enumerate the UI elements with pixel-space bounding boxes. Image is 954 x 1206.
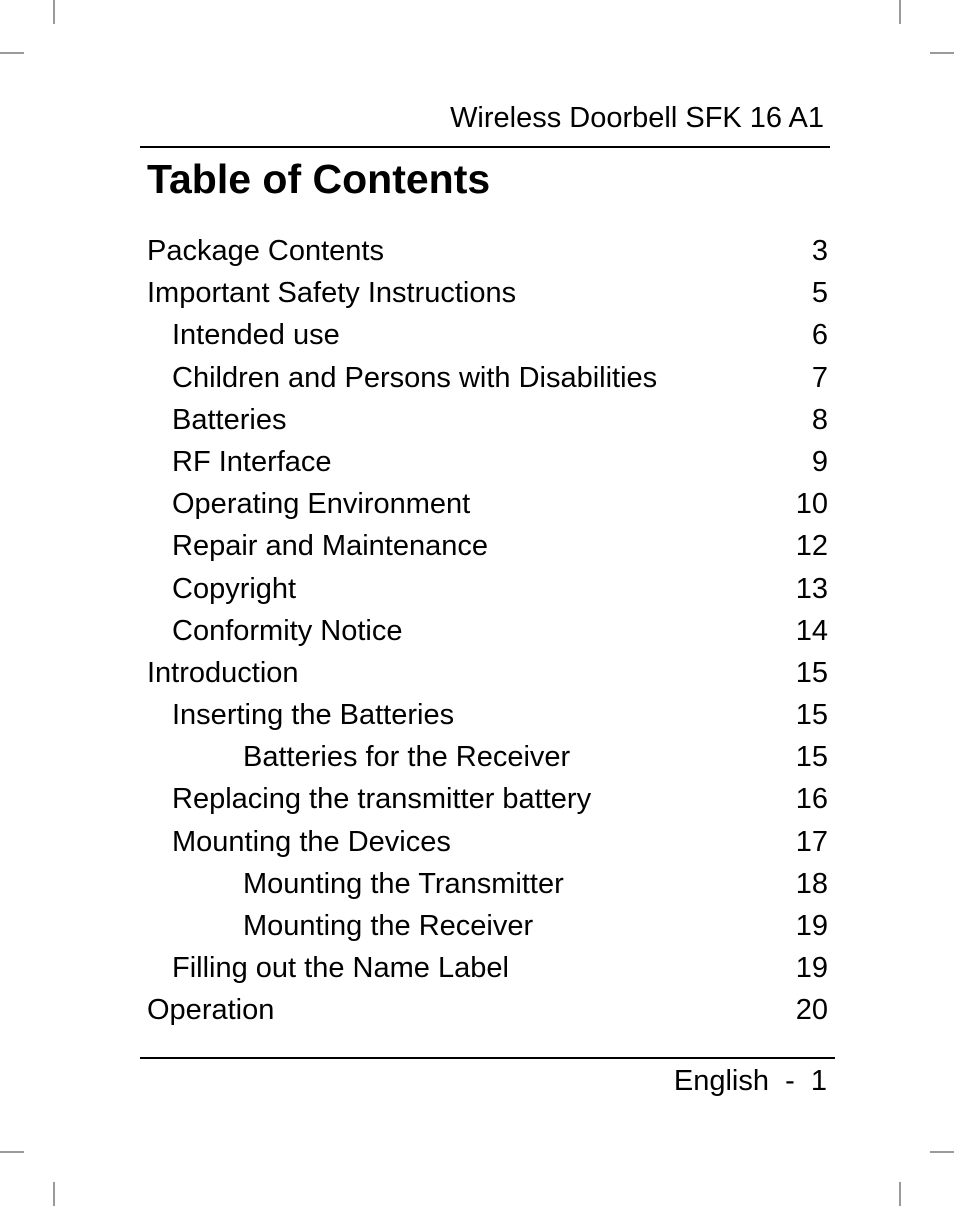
footer-rule xyxy=(140,1057,835,1059)
toc-entry-title: Mounting the Transmitter xyxy=(243,867,564,900)
toc-entry[interactable] xyxy=(147,821,828,863)
toc-entry-title: Mounting the Receiver xyxy=(243,910,534,942)
toc-entry-page: 13 xyxy=(795,572,828,605)
toc-entry[interactable] xyxy=(147,947,828,989)
toc-entry[interactable] xyxy=(147,357,828,399)
toc-entry[interactable] xyxy=(147,694,828,736)
header-rule xyxy=(140,146,830,148)
toc-entry[interactable] xyxy=(147,652,828,694)
toc-entry-page: 19 xyxy=(795,910,828,942)
toc-entry-page: 10 xyxy=(795,488,828,521)
toc-entry[interactable] xyxy=(147,441,828,483)
toc-entry-page: 14 xyxy=(795,614,828,647)
page-title: Table of Contents xyxy=(147,156,491,202)
crop-mark-left-bottom xyxy=(0,1151,24,1153)
toc-entry-title: Filling out the Name Label xyxy=(172,952,509,985)
crop-mark-top-right xyxy=(899,0,901,24)
toc-entry[interactable] xyxy=(147,778,828,820)
toc-entry-page: 15 xyxy=(795,741,828,774)
toc-entry-page: 18 xyxy=(795,867,828,900)
toc-entry[interactable] xyxy=(147,568,828,610)
toc-list xyxy=(147,230,828,1032)
toc-entry-title: Batteries xyxy=(172,403,287,436)
toc-entry-page: 6 xyxy=(811,319,828,352)
toc-entry-page: 8 xyxy=(811,403,828,436)
toc-entry[interactable] xyxy=(147,314,828,356)
toc-entry-page: 20 xyxy=(795,994,828,1027)
toc-entry-page: 17 xyxy=(795,825,828,858)
toc-entry[interactable] xyxy=(147,230,828,272)
crop-mark-left-top xyxy=(0,52,24,54)
toc-entry-title: Copyright xyxy=(172,572,297,605)
crop-mark-top-left xyxy=(53,0,55,24)
toc-entry[interactable] xyxy=(147,399,828,441)
toc-entry-page: 19 xyxy=(795,952,828,985)
toc-entry-page: 3 xyxy=(811,235,828,267)
toc-entry-title: Repair and Maintenance xyxy=(172,530,488,563)
toc-entry-page: 7 xyxy=(811,361,828,394)
toc-entry-title: Conformity Notice xyxy=(172,614,403,647)
toc-entry-page: 9 xyxy=(811,445,828,478)
toc-entry[interactable] xyxy=(147,863,828,905)
toc-entry-title: Operation xyxy=(147,994,275,1027)
toc-entry-title: Inserting the Batteries xyxy=(172,699,455,732)
toc-entry[interactable] xyxy=(147,272,828,314)
toc-entry-title: RF Interface xyxy=(172,445,332,478)
running-header: Wireless Doorbell SFK 16 A1 xyxy=(450,102,824,134)
crop-mark-bottom-right xyxy=(899,1182,901,1206)
toc-entry-title: Package Contents xyxy=(147,235,384,267)
toc-entry-page: 16 xyxy=(795,783,828,816)
toc-entry-title: Replacing the transmitter battery xyxy=(172,783,592,816)
toc-entry[interactable] xyxy=(147,736,828,778)
toc-entry[interactable] xyxy=(147,483,828,525)
page-footer: English - 1 xyxy=(673,1065,827,1097)
crop-mark-bottom-left xyxy=(53,1182,55,1206)
toc-entry-title: Intended use xyxy=(172,319,340,352)
toc-entry-page: 12 xyxy=(795,530,828,563)
toc-entry-page: 15 xyxy=(795,656,828,689)
toc-entry-page: 5 xyxy=(811,277,828,310)
toc-entry-title: Important Safety Instructions xyxy=(147,277,517,310)
toc-entry[interactable] xyxy=(147,525,828,567)
toc-entry-title: Mounting the Devices xyxy=(172,825,451,858)
toc-entry-title: Introduction xyxy=(147,656,299,689)
toc-entry-title: Children and Persons with Disabilities xyxy=(172,361,658,394)
toc-entry-page: 15 xyxy=(795,699,828,732)
toc-entry-title: Operating Environment xyxy=(172,488,471,521)
toc-entry[interactable] xyxy=(147,905,828,947)
crop-mark-right-bottom xyxy=(930,1151,954,1153)
toc-entry[interactable] xyxy=(147,989,828,1031)
crop-mark-right-top xyxy=(930,52,954,54)
toc-entry-title: Batteries for the Receiver xyxy=(243,741,571,774)
toc-entry[interactable] xyxy=(147,610,828,652)
